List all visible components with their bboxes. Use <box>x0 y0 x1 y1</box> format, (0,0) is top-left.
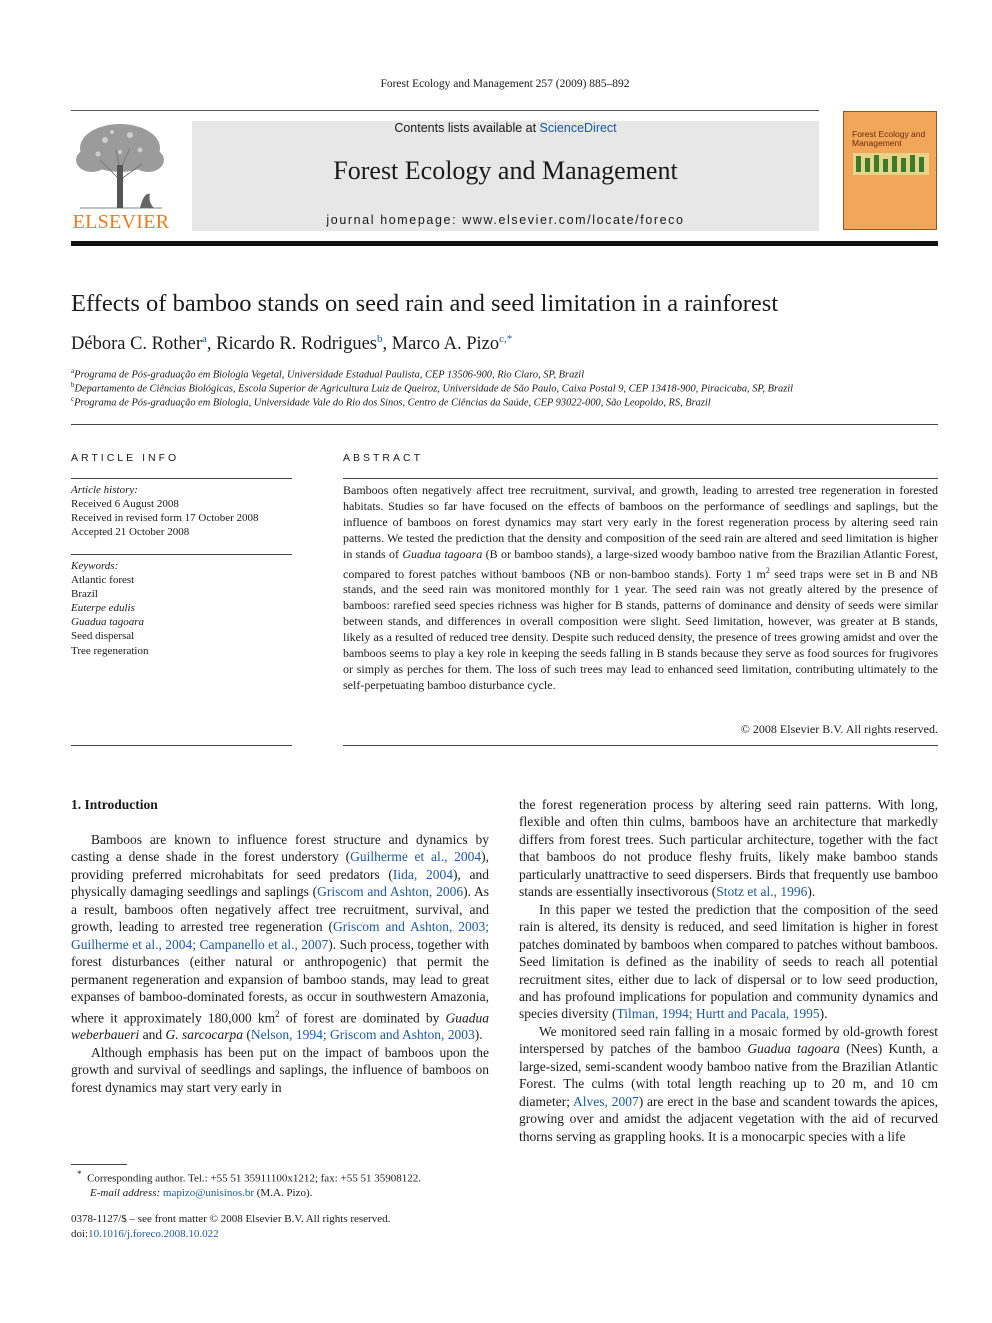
history-item: Received 6 August 2008 <box>71 498 179 511</box>
divider <box>71 745 292 746</box>
header-thick-rule <box>71 241 938 246</box>
abstract-text: Bamboos often negatively affect tree recruitment, survival, and growth, leading to arrested tree regeneration in forested habitats. Studies so far have focused on the effects of bamboos on the performance of seedlings and saplings, but the influence of bamboos on forest dynamics may start very early in the forest regeneration process by altering seed rain patterns. We tested the prediction that the density and composition of the seed rain are altered and seed limitation is higher in stands of Guadua tagoara (B or bamboo stands), a large-sized woody bamboo native from the Brazilian Atlantic Forest, compared to forest patches without bamboos (NB or non-bamboo stands). Forty 1 $m^2$ seed traps were set in B and NB stands, and the seed rain was monitored monthly for 1 year. The seed rain was not greatly altered by the presence of bamboos: rarefied seed species richness was higher for B stands, patterns of dominance and density of seeds were similar between stands, and differences in overall composition were slight. Seed limitation, however, was greater at B stands, likely as a resulted of reduced tree density. Despite such reduced density, the presence of trees growing amidst and over the bamboos seems to play a key role in keeping the seeds falling in B stands because they serve as food sources for frugivores or simply as perches for them. The loss of such trees may lead to enhanced seed limitation, contributing ultimately to the self-perpetuating bamboo disturbance cycle. <box>343 483 938 692</box>
sciencedirect-link[interactable]: ScienceDirect <box>539 121 617 135</box>
keyword: Brazil <box>71 588 98 601</box>
journal-citation: Forest Ecology and Management 257 (2009) 885–892 <box>380 78 630 90</box>
keywords: Keywords: Atlantic forest Brazil Euterpe edulis Guadua tagoara Seed dispersal Tree regeneration <box>71 559 292 658</box>
abstract-copyright: © 2008 Elsevier B.V. All rights reserved. <box>740 722 938 736</box>
front-matter: 0378-1127/$ – see front matter © 2008 Elsevier B.V. All rights reserved. doi:10.1016/j.foreco.2008.10.022 <box>71 1212 511 1241</box>
citation-link[interactable]: Griscom and Ashton, 2003; Guilherme et al., 2004; Campanello et al., 2007 <box>71 919 490 952</box>
divider <box>71 424 938 425</box>
elsevier-logo-text: ELSEVIER <box>72 211 170 233</box>
paragraph: In this paper we tested the prediction that the composition of the seed rain is altered, its density is reduced, and seed limitation is higher in forest patches dominated by bamboos when compared to patches without bamboos. Seed limitation is defined as the inability of seeds to reach all potential recruitment sites, either due to lack of dispersal or to low seed production, and has profound implications for population and community dynamics and species diversity (Tilman, 1994; Hurtt and Pacala, 1995). <box>519 901 938 1022</box>
body-column-left <box>71 831 489 1096</box>
species-name: Guadua weberbaueri <box>71 1010 489 1043</box>
species-name: G. sarcocarpa <box>165 1027 243 1043</box>
article-title: Effects of bamboo stands on seed rain and seed limitation in a rainforest <box>71 290 779 317</box>
article-info-heading: ARTICLE INFO <box>71 452 180 464</box>
author-name: Débora C. Rother <box>71 334 203 355</box>
citation-link[interactable]: Iida, 2004 <box>392 866 453 882</box>
author-name: Ricardo R. Rodrigues <box>216 334 377 355</box>
divider <box>71 554 292 555</box>
history-item: Received in revised form 17 October 2008 <box>71 512 259 525</box>
author-affil-mark[interactable]: b <box>376 333 383 345</box>
citation-link[interactable]: Stotz et al., 1996 <box>716 884 808 900</box>
author-list: Débora C. Rother$^a$, Ricardo R. Rodrigues$^b$, Marco A. Pizo$^{c,*}$ <box>71 333 513 355</box>
divider <box>71 478 292 479</box>
history-item: Accepted 21 October 2008 <box>71 526 190 539</box>
paragraph: Bamboos are known to influence forest structure and dynamics by casting a dense shade in the forest understory (Guilherme et al., 2004), providing preferred microhabitats for seed predators (Iida, 2004), and physically damaging seedlings and saplings (Griscom and Ashton, 2006). As a result, bamboos often negatively affect tree recruitment, survival, and growth, leading to arrested tree regeneration (Griscom and Ashton, 2003; Guilherme et al., 2004; Campanello et al., 2007). Such process, together with forest disturbances (either natural or anthropogenic) that permit the permanent regeneration and expansion of bamboo stands, may lead to great expanses of bamboo-dominated forests, as occur in southwestern Amazonia, where it approximately 180,000 $km^2$ of forest are dominated by Guadua weberbaueri and G. sarcocarpa (Nelson, 1994; Griscom and Ashton, 2003). <box>71 832 490 1043</box>
journal-homepage[interactable]: journal homepage: www.elsevier.com/locate/foreco <box>326 213 685 227</box>
citation-link[interactable]: Nelson, 1994; Griscom and Ashton, 2003 <box>250 1027 475 1043</box>
affiliation: $^b$Departamento de Ciências Biológicas, Escola Superior de Agricultura Luiz de Queiroz, Universidade de São Paulo, Caixa Postal 9, CEP 13418-900, Piracicaba, SP, Brazil <box>71 381 794 395</box>
author-name: Marco A. Pizo <box>391 334 500 355</box>
citation-link[interactable]: Guilherme et al., 2004 <box>350 849 482 865</box>
section-heading: 1. Introduction <box>71 797 158 812</box>
citation-link[interactable]: Alves, 2007 <box>573 1093 639 1109</box>
divider <box>343 745 938 746</box>
keyword: Atlantic forest <box>71 574 135 587</box>
keyword: Seed dispersal <box>71 630 135 643</box>
journal-name: Forest Ecology and Management <box>333 156 678 185</box>
author-affil-mark[interactable]: c,* <box>499 333 513 345</box>
keyword: Guadua tagoara <box>71 616 145 629</box>
divider <box>343 478 938 479</box>
citation-link[interactable]: Griscom and Ashton, 2006 <box>317 884 464 900</box>
keyword: Euterpe edulis <box>71 602 135 615</box>
article-history: Article history: Received 6 August 2008 Received in revised form 17 October 2008 Accepted 21 October 2008 <box>71 483 292 539</box>
author-affil-mark[interactable]: a <box>202 333 207 345</box>
abstract-heading: ABSTRACT <box>343 452 424 464</box>
corresponding-author-note: * Corresponding author. Tel.: +55 51 35911100x1212; fax: +55 51 35908122. E-mail address: mapizo@unisinos.br (M.A. Pizo). <box>77 1169 421 1200</box>
doi-link[interactable]: 10.1016/j.foreco.2008.10.022 <box>88 1227 219 1240</box>
affiliation: $^c$Programa de Pós-graduação em Biologia, Universidade Vale do Rio dos Sinos, Centro de Ciências da Saúde, CEP 93022-000, São Leopoldo, RS, Brazil <box>71 395 711 409</box>
cover-trees-image <box>853 153 929 175</box>
species-name: Guadua tagoara <box>747 1041 840 1057</box>
footnote-rule <box>71 1164 127 1165</box>
paragraph: We monitored seed rain falling in a mosaic formed by old-growth forest interspersed by patches of the bamboo Guadua tagoara (Nees) Kunth, a large-sized, semi-scandent woody bamboo native from the Brazilian Atlantic Forest. The culms (with total length reaching up to 20 m, and 10 cm diameter; Alves, 2007) are erect in the base and scandent towards the apices, growing over and amidst the adjacent vegetation with the aid of recurved thorns serving as grappling hooks. It is a monocarpic species with a life <box>519 1023 939 1144</box>
cover-title: Forest Ecology and Management <box>852 129 926 148</box>
citation-link[interactable]: Tilman, 1994; Hurtt and Pacala, 1995 <box>616 1006 820 1022</box>
paragraph: the forest regeneration process by altering seed rain patterns. With long, flexible and often thin culms, bamboos have an architecture that markedly differs from forest trees. Such particular architecture, together with the fact that bamboos do not produce fleshy fruits, likely make bamboo stands particularly unattractive to seed dispersers. Birds that frequently use bamboo stands are essentially insectivorous (Stotz et al., 1996). <box>519 797 938 900</box>
body-column-right <box>519 796 938 1145</box>
header-rule <box>71 110 819 111</box>
contents-line: Contents lists available at ScienceDirect <box>394 121 617 135</box>
issn-line: 0378-1127/$ – see front matter © 2008 Elsevier B.V. All rights reserved. <box>71 1213 391 1225</box>
email-link[interactable]: mapizo@unisinos.br <box>162 1187 255 1200</box>
paragraph: Although emphasis has been put on the impact of bamboos upon the growth and survival of seedlings and saplings, the influence of bamboos on forest dynamics may start very early in <box>71 1044 489 1095</box>
keyword: Tree regeneration <box>71 644 149 657</box>
affiliation: $^a$Programa de Pós-graduação em Biologia Vegetal, Universidade Estadual Paulista, CEP 13506-900, Rio Claro, SP, Brazil <box>71 367 585 381</box>
